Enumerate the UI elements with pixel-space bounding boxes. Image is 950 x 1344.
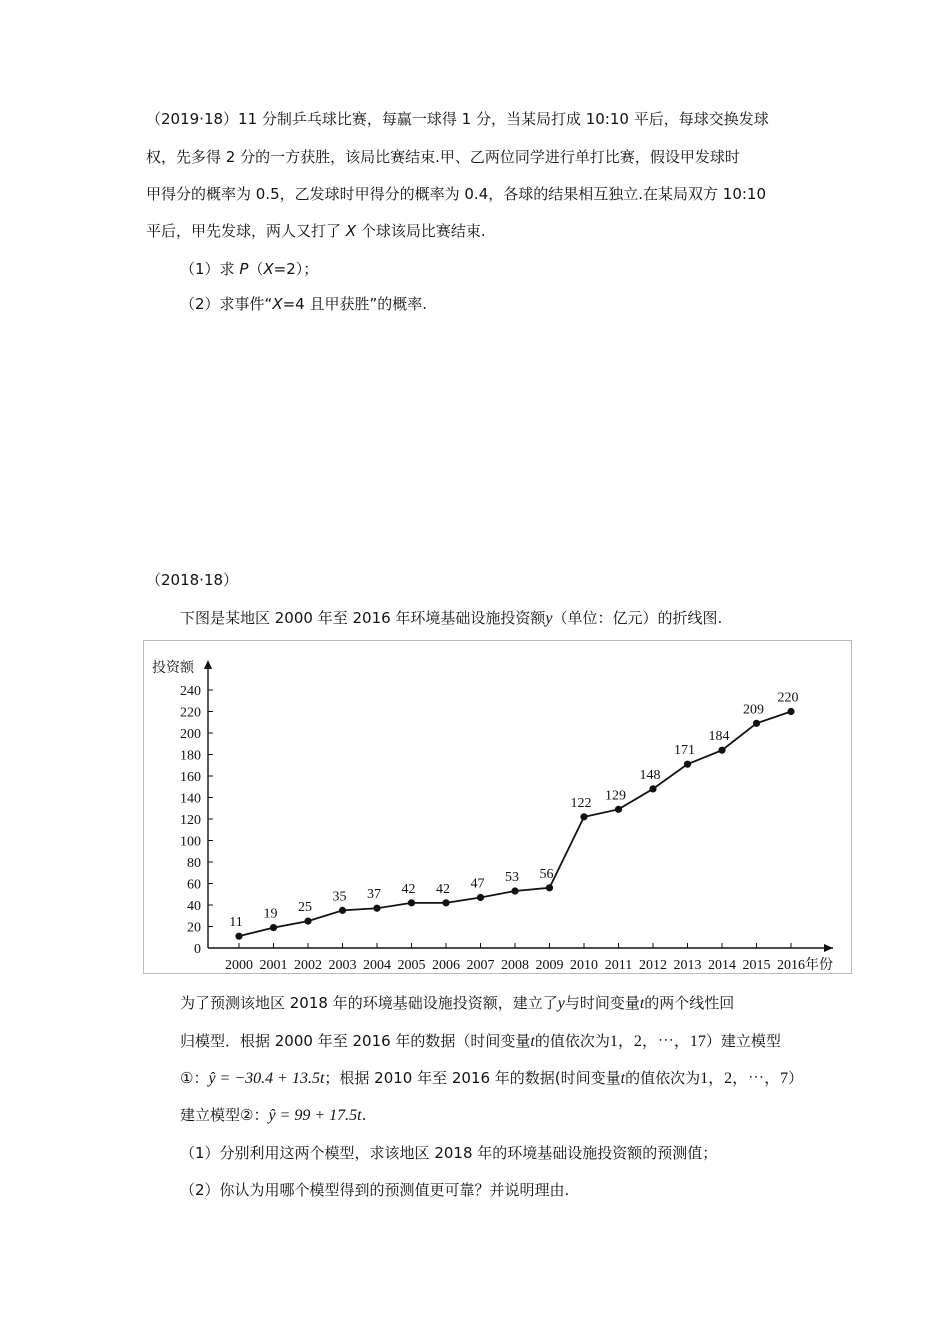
data-point — [408, 899, 415, 906]
problem1-question2: （2）求事件“X=4 且甲获胜”的概率. — [180, 295, 428, 313]
x-axis-arrow — [824, 944, 833, 952]
problem2-para3: ①：ŷ = −30.4 + 13.5t；根据 2010 年至 2016 年的数据(时间变量t的值依次为1，2，⋯，7） — [180, 1069, 804, 1087]
data-point — [684, 761, 691, 768]
data-label: 25 — [298, 900, 312, 916]
model-1-formula: ŷ = −30.4 + 13.5t — [208, 1070, 325, 1087]
x-tick-label: 2016 — [777, 958, 805, 973]
y-tick-label: 60 — [187, 877, 201, 893]
data-point — [787, 708, 794, 715]
y-tick-label: 0 — [194, 942, 201, 957]
problem2-para1: 为了预测该地区 2018 年的环境基础设施投资额，建立了y与时间变量t的两个线性回 — [180, 994, 735, 1012]
data-label: 11 — [229, 915, 243, 931]
x-tick-label: 2008 — [501, 958, 529, 973]
problem2-tag: （2018·18） — [146, 571, 239, 589]
data-point — [270, 924, 277, 931]
data-label: 37 — [367, 887, 381, 903]
data-label: 42 — [436, 881, 450, 897]
problem2-para2: 归模型．根据 2000 年至 2016 年的数据（时间变量t的值依次为1，2，⋯，17）建立模型 — [180, 1032, 781, 1050]
problem2-intro: 下图是某地区 2000 年至 2016 年环境基础设施投资额y（单位：亿元）的折线图. — [180, 609, 723, 627]
data-label: 42 — [401, 881, 416, 897]
x-tick-label: 2007 — [466, 958, 495, 973]
problem1-line4: 平后，甲先发球，两人又打了 X 个球该局比赛结束. — [146, 222, 486, 240]
data-point — [511, 887, 518, 894]
y-tick-label: 80 — [187, 856, 201, 871]
model-2-formula: ŷ = 99 + 17.5t — [268, 1107, 362, 1124]
x-tick-label: 2012 — [639, 958, 667, 973]
data-point — [546, 884, 553, 891]
data-label: 19 — [263, 906, 278, 922]
y-tick-label: 40 — [187, 899, 201, 914]
data-point — [753, 720, 760, 727]
y-tick-label: 180 — [180, 748, 201, 764]
y-tick-label: 200 — [180, 727, 201, 742]
data-point — [477, 894, 484, 901]
y-tick-label: 120 — [180, 813, 201, 828]
problem1-line1: （2019·18）11 分制乒乓球比赛，每赢一球得 1 分，当某局打成 10:10 平后，每球交换发球 — [146, 110, 769, 128]
data-label: 122 — [570, 795, 592, 811]
x-axis-title: 年份 — [805, 958, 833, 973]
data-label: 53 — [505, 870, 519, 886]
data-point — [649, 785, 656, 792]
data-label: 148 — [639, 767, 661, 783]
problem2-para4: 建立模型②：ŷ = 99 + 17.5t. — [180, 1106, 367, 1124]
x-tick-label: 2014 — [708, 958, 736, 973]
data-point — [373, 905, 380, 912]
y-tick-label: 160 — [180, 770, 201, 785]
x-tick-label: 2001 — [259, 958, 288, 973]
problem1-question1: （1）求 P（X=2）； — [180, 260, 319, 278]
data-label: 35 — [332, 889, 347, 905]
data-label: 171 — [674, 743, 695, 759]
data-point — [718, 747, 725, 754]
y-tick-label: 220 — [180, 705, 201, 721]
x-tick-label: 2011 — [604, 958, 633, 973]
x-tick-label: 2009 — [535, 958, 564, 973]
data-point — [304, 918, 311, 925]
data-point — [442, 899, 449, 906]
y-tick-label: 20 — [187, 920, 201, 936]
data-label: 56 — [539, 866, 554, 882]
x-tick-label: 2015 — [742, 958, 771, 973]
data-label: 209 — [743, 702, 764, 718]
data-label: 47 — [470, 876, 485, 892]
y-tick-label: 140 — [180, 791, 201, 807]
y-tick-label: 100 — [180, 834, 201, 850]
y-axis-arrow — [204, 660, 212, 669]
series-line — [239, 712, 791, 937]
x-tick-label: 2000 — [225, 958, 253, 973]
chart-svg — [144, 641, 851, 973]
data-point — [615, 806, 622, 813]
y-axis-title: 投资额 — [152, 661, 194, 676]
x-tick-label: 2006 — [432, 958, 460, 973]
data-label: 184 — [708, 729, 730, 745]
x-tick-label: 2010 — [570, 958, 598, 973]
problem2-question1: （1）分别利用这两个模型，求该地区 2018 年的环境基础设施投资额的预测值； — [180, 1144, 718, 1162]
x-tick-label: 2013 — [673, 958, 702, 973]
investment-line-chart — [143, 640, 852, 974]
data-point — [339, 907, 346, 914]
x-tick-label: 2003 — [328, 958, 357, 973]
problem1-line3: 甲得分的概率为 0.5，乙发球时甲得分的概率为 0.4，各球的结果相互独立.在某局双方 10:10 — [146, 185, 767, 203]
data-point — [235, 933, 242, 940]
x-tick-label: 2004 — [363, 958, 391, 973]
x-tick-label: 2002 — [294, 958, 322, 973]
problem2-question2: （2）你认为用哪个模型得到的预测值更可靠？并说明理由. — [180, 1181, 570, 1199]
data-label: 220 — [777, 690, 799, 706]
x-tick-label: 2005 — [397, 958, 426, 973]
data-label: 129 — [605, 788, 626, 804]
data-point — [580, 813, 587, 820]
problem1-line2: 权，先多得 2 分的一方获胜，该局比赛结束.甲、乙两位同学进行单打比赛，假设甲发球时 — [146, 148, 740, 166]
y-tick-label: 240 — [180, 684, 201, 699]
